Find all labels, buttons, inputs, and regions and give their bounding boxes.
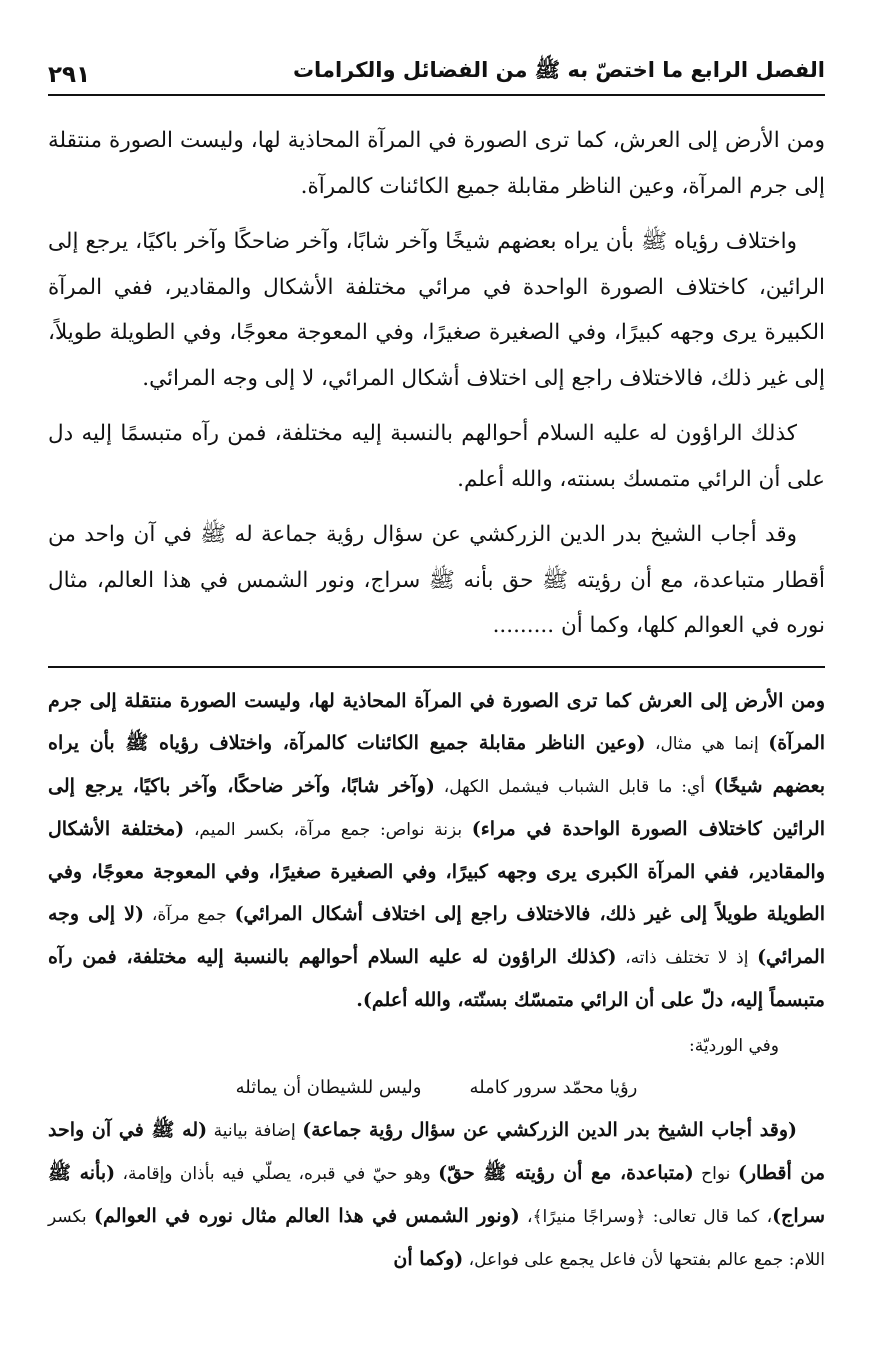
main-paragraph-1: ومن الأرض إلى العرش، كما ترى الصورة في المرآة المحاذية لها، وليست الصورة منتقلة إلى جرم المرآة، وعين الناظر مقابلة جميع الكائنات كالمرآة.	[48, 128, 825, 199]
quoted-text: (مختلفة الأشكال والمقادير، ففي المرآة الكبرى يرى وجهه كبيرًا، وفي الصغيرة صغيرًا، وفي المعوجة معوجًا، وفي الطويلة طويلاً إلى غير ذلك، فالاختلاف راجع إلى اختلاف أشكال المرائي)	[48, 818, 825, 925]
quoted-text: (لا إلى وجه المرائي)	[48, 903, 825, 968]
main-text	[48, 118, 825, 659]
header-divider	[48, 94, 825, 96]
page-number: ٢٩١	[48, 62, 91, 88]
quoted-text: (ونور الشمس في هذا العالم مثال نوره في العوالم)	[93, 1205, 520, 1227]
quoted-text: (وكما أن	[393, 1248, 464, 1270]
quoted-text: (متباعدة، مع أن رؤيته ﷺ حقّ)	[438, 1162, 694, 1184]
commentary-note: بكسر اللام: جمع عالم بفتحها لأن فاعل يجمع على فواعل،	[48, 1207, 825, 1270]
main-paragraph-4	[48, 512, 825, 649]
commentary-note: ، كما قال تعالى: ﴿وسراجًا منيرًا﴾،	[519, 1207, 773, 1227]
poem-source-label: وفي الورديّة:	[689, 1036, 779, 1056]
main-paragraph-4-text: وقد أجاب الشيخ بدر الدين الزركشي عن سؤال رؤية جماعة له ﷺ في آن واحد من أقطار متباعدة، مع أن رؤيته ﷺ حق بأنه ﷺ سراج، ونور الشمس في هذا العالم، مثال نوره في العوالم كلها، وكما أن	[48, 522, 825, 638]
main-paragraph-3: كذلك الراؤون له عليه السلام أحوالهم بالنسبة إليه مختلفة، فمن رآه متبسمًا إليه دل على أن الرائي متمسك بسنته، والله أعلم.	[48, 421, 825, 492]
verse-hemistich-2: وليس للشيطان أن يماثله	[235, 1077, 422, 1098]
verse-hemistich-1: رؤيا محمّد سرور كامله	[469, 1077, 638, 1098]
quoted-text: (وعين الناظر مقابلة جميع الكائنات كالمرآة، واختلاف رؤياه ﷺ بأن يراه بعضهم شيخًا)	[48, 732, 825, 797]
commentary-note: إضافة بيانية	[207, 1121, 303, 1141]
quoted-text: (وآخر شابًا، وآخر ضاحكًا، وآخر باكيًا، يرجع إلى الرائين كاختلاف الصورة الواحدة في مراء)	[48, 775, 825, 840]
commentary-note: إذ لا تختلف ذاته،	[616, 948, 758, 968]
commentary-note: إنما هي مثال،	[645, 734, 769, 754]
quoted-text: (له ﷺ في آن واحد من أقطار)	[48, 1119, 826, 1184]
commentary-note: بزنة نواص: جمع مرآة، بكسر الميم،	[184, 820, 472, 840]
poem-verse	[48, 1067, 825, 1109]
commentary-note: أي: ما قابل الشباب فيشمل الكهل،	[434, 777, 714, 797]
commentary-divider	[48, 666, 825, 668]
chapter-title: الفصل الرابع ما اختصّ به ﷺ من الفضائل والكرامات	[292, 58, 825, 82]
quoted-text: (بأنه ﷺ سراج)	[48, 1162, 825, 1227]
quoted-text: (كذلك الراؤون له عليه السلام أحوالهم بالنسبة إليه مختلفة، فمن رآه متبسماً إليه، دلّ على أن الرائي متمسّك بسنّته، والله أعلم).	[48, 946, 825, 1011]
commentary-note: وهو حيّ في قبره، يصلّي فيه بأذان وإقامة،	[115, 1164, 439, 1184]
commentary-paragraph-2	[48, 1109, 825, 1281]
quoted-text: ومن الأرض إلى العرش كما ترى الصورة في المرآة المحاذية لها، وليست الصورة منتقلة إلى جرم المرآة)	[48, 690, 825, 754]
quoted-text: (وقد أجاب الشيخ بدر الدين الزركشي عن سؤال رؤية جماعة)	[302, 1119, 797, 1141]
main-paragraph-2: واختلاف رؤياه ﷺ بأن يراه بعضهم شيخًا وآخر شابًا، وآخر ضاحكًا وآخر باكيًا، يرجع إلى الرائين، كاختلاف الصورة الواحدة في مرائي مختلفة الأشكال والمقادير، ففي المرآة الكبيرة يرى وجهه كبيرًا، وفي الصغيرة صغيرًا، وفي المعوجة معوجًا، وفي الطويلة طويلاً، إلى غير ذلك، فالاختلاف راجع إلى اختلاف أشكال المرائي، لا إلى وجه المرائي.	[48, 229, 825, 391]
commentary-note: نواح	[693, 1164, 738, 1184]
page-header	[48, 50, 825, 88]
commentary-note: جمع مرآة،	[143, 905, 235, 925]
commentary-paragraph-1	[48, 680, 825, 1021]
commentary-text	[48, 680, 825, 1281]
ellipsis-dots: .........	[492, 613, 555, 638]
